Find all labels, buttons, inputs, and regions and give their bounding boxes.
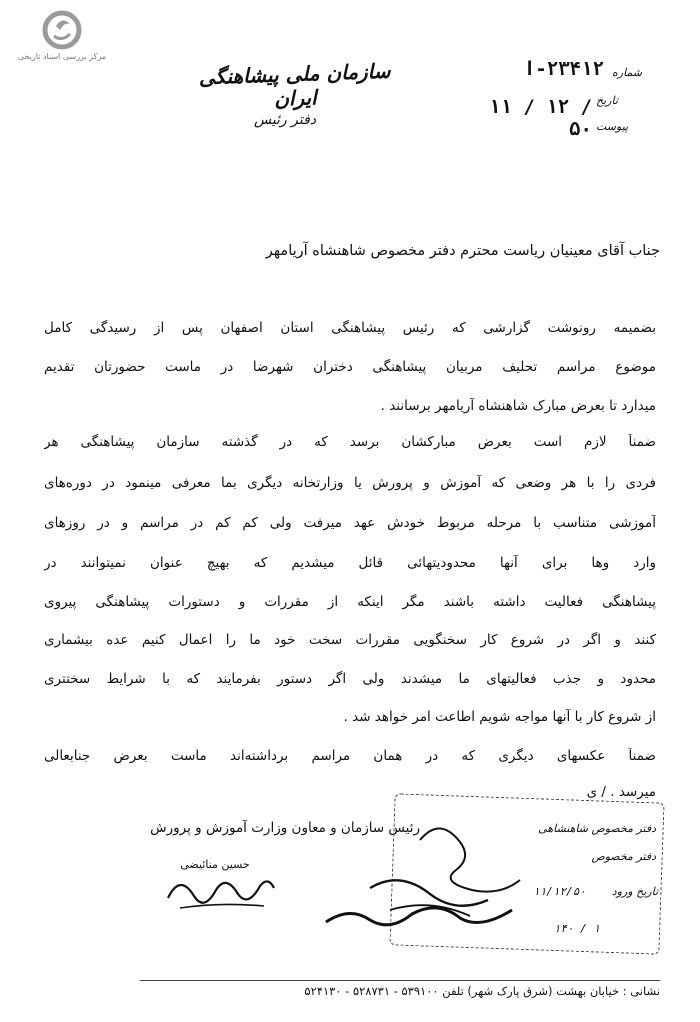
body-line: میدارد تا بعرض مبارک شاهنشاه آریامهر برسانند . xyxy=(380,398,656,414)
number-label: شماره xyxy=(612,66,643,79)
body-line: موضوع مراسم تحلیف مربیان پیشاهنگی دختران شهرضا در ماست حضورتان تقدیم xyxy=(44,359,656,375)
receipt-stamp-line1: دفتر مخصوص شاهنشاهی xyxy=(538,822,656,835)
receipt-date-label: تاریخ ورود xyxy=(611,885,658,898)
receipt-stamp-line2: دفتر مخصوص xyxy=(591,850,656,863)
body-line: ضمناً لازم است بعرض مبارکشان برسد که در گذشته سازمان پیشاهنگی هر xyxy=(44,434,656,450)
number-value: ۲۳۴۱۲-ا xyxy=(523,58,604,80)
receipt-ref-value: ۱۴۰ / ۱ xyxy=(553,922,600,935)
office-name: دفتر رئیس xyxy=(253,112,317,128)
signatory-title: رئیس سازمان و معاون وزارت آموزش و پرورش xyxy=(150,820,420,836)
body-line: میرسد . / ی xyxy=(586,784,656,800)
organization-name: سازمان ملی پیشاهنگی ایران xyxy=(198,58,391,111)
attachment-label: پیوست xyxy=(596,120,629,133)
body-line: کنند و اگر در شروع کار سخنگویی مقررات سخت خود ما را اعمال کنیم عده بیشماری xyxy=(44,632,656,648)
logo-caption: مرکز بررسی اسناد تاریخی xyxy=(17,52,107,61)
body-line: محدود و جذب فعالیتهای ما میشدند ولی اگر دستور بفرمایند که با شرایط سختتری xyxy=(44,671,656,687)
body-line: وارد وها برای آنها محدودیتهائی قائل میشدیم که بهیچ عنوان نمیتوانند در xyxy=(44,555,656,571)
body-line: آموزشی متناسب با مرحله مربوط خودش عهد میرفت ولی کم کم در مراسم و در روزهای xyxy=(44,515,656,531)
date-label: تاریخ xyxy=(596,94,618,107)
handwritten-scribble xyxy=(320,896,520,936)
body-line: بضمیمه رونوشت گزارشی که رئیس پیشاهنگی استان اصفهان پس از رسیدگی کامل xyxy=(44,320,656,336)
footer-address: نشانی : خیابان بهشت (شرق پارک شهر) تلفن ۵۳۹۱۰۰ - ۵۲۸۷۳۱ - ۵۲۴۱۳۰ xyxy=(140,980,660,998)
body-line: از شروع کار با آنها مواجه شویم اطاعت امر خواهد شد . xyxy=(343,709,656,725)
body-line: ضمناً عکسهای دیگری که در همان مراسم برداشته‌اند ماست بعرض جنابعالی xyxy=(44,748,656,764)
handwritten-signature xyxy=(160,868,280,918)
body-line: پیشاهنگی فعالیت داشته باشند مگر اینکه از مقررات و دستورات پیشاهنگی پیروی xyxy=(44,594,656,610)
archive-center-logo-icon xyxy=(34,8,90,52)
body-line: فردی را با هر وضعی که آموزش و پرورش یا وزارتخانه دیگری بما معرفی مینمود در دوره‌های xyxy=(44,475,656,491)
archive-logo xyxy=(6,8,118,72)
date-value: ۱۱ / ۱۲ / ۵۰ xyxy=(489,96,592,140)
signatory-name: حسین منائیضی xyxy=(180,858,250,871)
receipt-date-value: ۱۱/۱۲/۵۰ xyxy=(533,885,586,898)
salutation: جناب آقای معینیان ریاست محترم دفتر مخصوص شاهنشاه آریامهر xyxy=(265,243,660,259)
